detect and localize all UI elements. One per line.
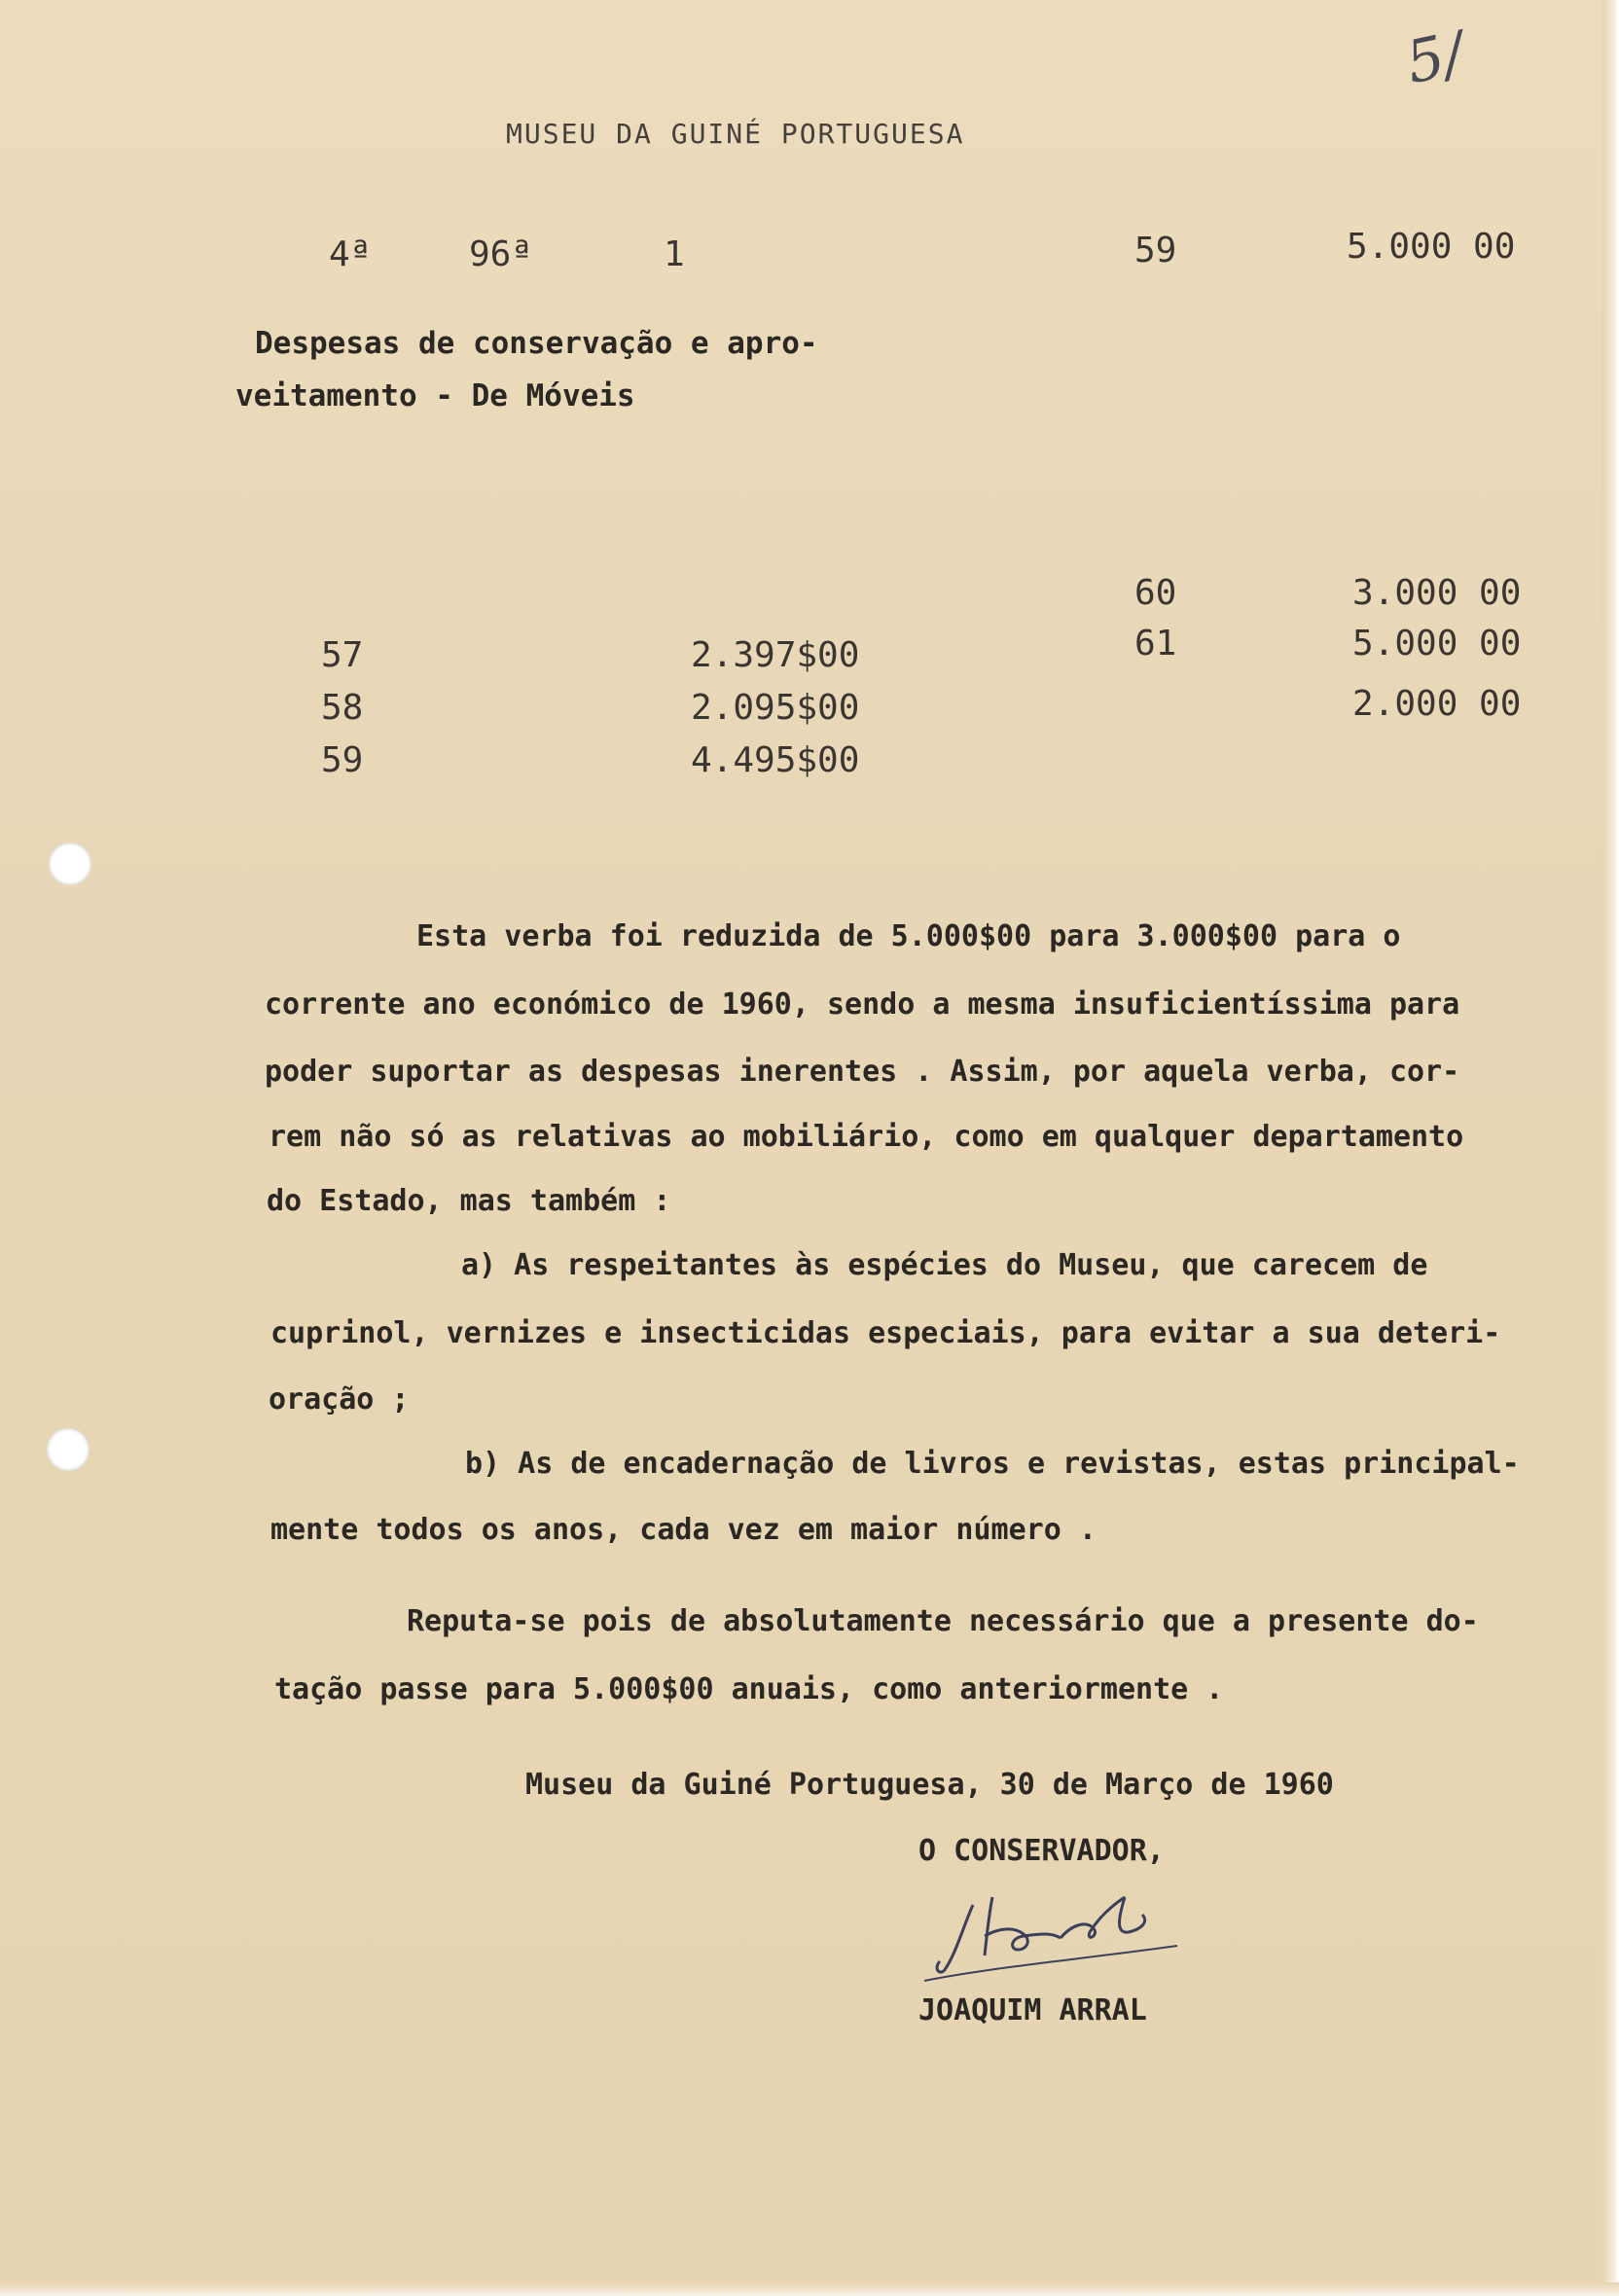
ref-chapter: 4ª xyxy=(329,234,372,274)
ledger-right-amount: 3.000 00 xyxy=(1352,573,1522,613)
ledger-left-amount: 2.397$00 xyxy=(691,635,860,675)
item-a-line: cuprinol, vernizes e insecticidas especiais, para evitar a sua deteri- xyxy=(270,1316,1501,1350)
ledger-left-year: 58 xyxy=(321,688,364,728)
ledger-right-year: 61 xyxy=(1134,624,1177,664)
paragraph-2-first-line: Reputa-se pois de absolutamente necessário que a presente do- xyxy=(407,1604,1479,1638)
paragraph-1-first-line: Esta verba foi reduzida de 5.000$00 para 3.000$00 para o xyxy=(416,919,1401,953)
paragraph-1-line: rem não só as relativas ao mobiliário, como em qualquer departamento xyxy=(269,1120,1464,1154)
ref-number: 1 xyxy=(664,234,685,274)
item-b-first-line: b) As de encadernação de livros e revistas, estas principal- xyxy=(465,1447,1520,1481)
paper-edge xyxy=(1601,0,1619,2296)
item-a-line: oração ; xyxy=(269,1382,410,1417)
ledger-left-amount: 2.095$00 xyxy=(691,688,860,728)
handwritten-signature xyxy=(905,1878,1197,1985)
expense-heading-line1: Despesas de conservação e apro- xyxy=(255,326,818,361)
paragraph-1-line: poder suportar as despesas inerentes . Assim, por aquela verba, cor- xyxy=(265,1055,1460,1089)
document-header: MUSEU DA GUINÉ PORTUGUESA xyxy=(506,118,965,150)
paragraph-1-line: corrente ano económico de 1960, sendo a mesma insuficientíssima para xyxy=(265,987,1460,1022)
ledger-right-amount: 2.000 00 xyxy=(1352,684,1522,724)
ledger-left-year: 57 xyxy=(321,635,364,675)
paragraph-2-line: tação passe para 5.000$00 anuais, como anteriormente . xyxy=(274,1672,1224,1706)
signatory-title: O CONSERVADOR, xyxy=(918,1834,1165,1868)
page-mark: 5/ xyxy=(1400,18,1471,98)
signatory-name: JOAQUIM ARRAL xyxy=(918,1993,1147,2027)
ledger-right-amount: 5.000 00 xyxy=(1352,624,1522,664)
ref-amount: 5.000 00 xyxy=(1347,227,1516,267)
paragraph-1-line: do Estado, mas também : xyxy=(267,1184,671,1218)
ref-article: 96ª xyxy=(469,234,533,274)
ledger-right-year: 60 xyxy=(1134,573,1177,613)
punch-hole xyxy=(47,1428,90,1471)
expense-heading-line2: veitamento - De Móveis xyxy=(235,378,635,413)
ref-year: 59 xyxy=(1134,231,1177,270)
item-b-line: mente todos os anos, cada vez em maior número . xyxy=(270,1513,1097,1547)
paper-edge-bottom xyxy=(0,2282,1619,2296)
ledger-left-year: 59 xyxy=(321,740,364,780)
item-a-first-line: a) As respeitantes às espécies do Museu, que carecem de xyxy=(461,1248,1428,1282)
punch-hole xyxy=(49,843,91,885)
ledger-left-amount: 4.495$00 xyxy=(691,740,860,780)
place-date: Museu da Guiné Portuguesa, 30 de Março de 1960 xyxy=(525,1768,1334,1802)
